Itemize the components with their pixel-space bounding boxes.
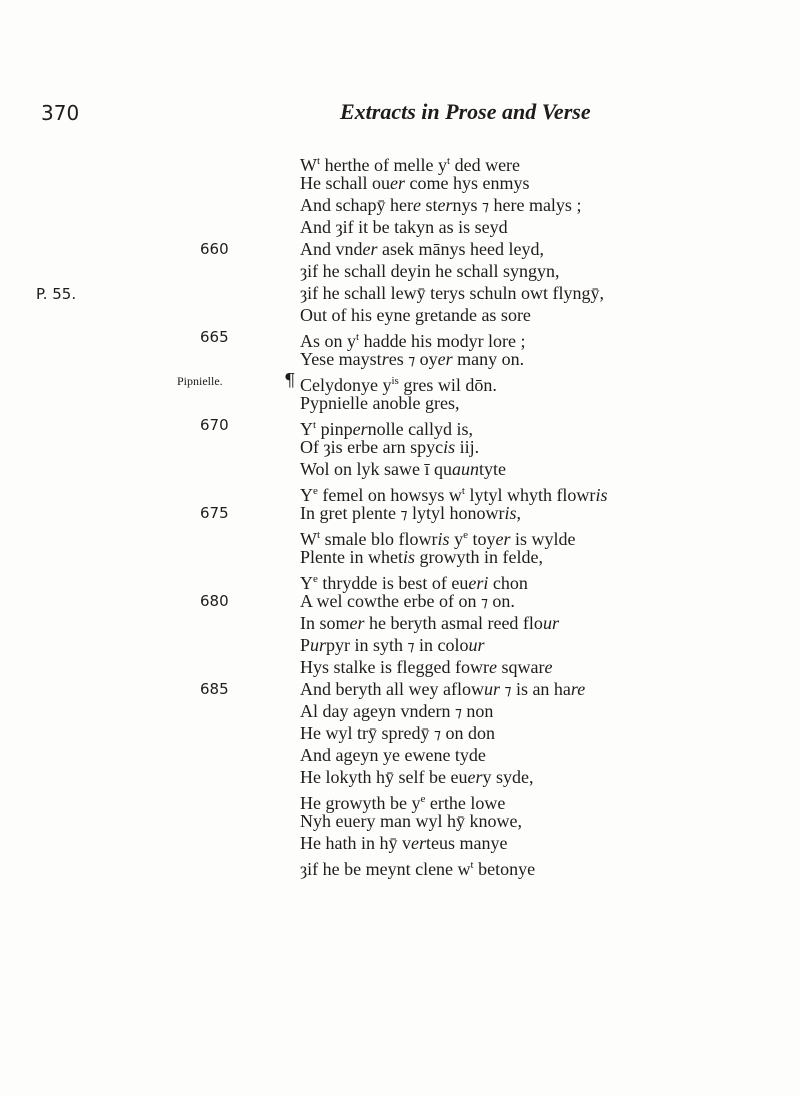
verse-segment: A wel cowthe erbe of on — [300, 591, 481, 611]
verse-segment: He growyth be y — [300, 793, 421, 813]
verse-segment: er — [410, 833, 426, 853]
verse-segment: re — [570, 679, 586, 699]
verse-segment: here malys ; — [488, 195, 582, 215]
verse-segment: oy — [415, 349, 438, 369]
verse-segment: lytyl honowr — [407, 503, 505, 523]
verse-segment: e — [313, 485, 318, 497]
verse-segment: is — [504, 503, 517, 523]
verse-segment: r — [381, 349, 389, 369]
verse-line — [300, 392, 459, 414]
line-number: 665 — [200, 328, 229, 346]
line-number: 670 — [200, 416, 229, 434]
verse-line — [300, 722, 495, 746]
verse-segment: ur — [542, 613, 559, 633]
verse-segment: er — [362, 239, 378, 259]
verse-segment: ⁊ — [480, 595, 488, 611]
verse-segment: y — [449, 529, 464, 549]
verse-segment: many on. — [452, 349, 525, 369]
verse-line — [300, 810, 522, 832]
verse-segment: lytyl whyth flowr — [464, 485, 596, 505]
verse-segment: ded were — [450, 155, 521, 175]
verse-segment: Wol on lyk sawe ī qu — [300, 459, 453, 479]
page-number: 370 — [41, 101, 80, 125]
verse-line — [300, 656, 552, 678]
verse-segment: thrydde is best of eu — [317, 573, 469, 593]
verse-segment: t — [317, 529, 321, 541]
verse-segment: Yese mayst — [300, 349, 382, 369]
verse-line — [300, 260, 560, 282]
verse-segment: e — [313, 573, 318, 585]
verse-line — [300, 590, 515, 614]
verse-segment: femel on howsys w — [317, 485, 462, 505]
verse-line — [300, 282, 604, 304]
verse-segment: W — [300, 529, 317, 549]
verse-segment: ȝif he schall deyin he schall syngyn, — [300, 261, 560, 281]
verse-segment: t — [470, 859, 474, 871]
verse-segment: e — [544, 657, 553, 677]
verse-segment: in colo — [414, 635, 469, 655]
verse-segment: ur — [468, 635, 485, 655]
verse-segment: he beryth asmal reed flo — [364, 613, 543, 633]
verse-line — [300, 436, 479, 458]
verse-line — [300, 502, 521, 526]
verse-segment: is — [402, 547, 415, 567]
verse-segment: is — [437, 529, 450, 549]
verse-segment: He lokyth hȳ self be eu — [300, 767, 468, 787]
verse-segment: Hys stalke is flegged fowr — [300, 657, 489, 677]
verse-segment: iij. — [455, 437, 480, 457]
verse-segment: nolle callyd is, — [367, 419, 474, 439]
verse-segment: growyth in felde, — [415, 547, 543, 567]
verse-line — [300, 304, 531, 326]
verse-segment: er — [389, 173, 405, 193]
verse-segment: gres wil dōn. — [398, 375, 497, 395]
verse-segment: Al day ageyn vndern — [300, 701, 455, 721]
verse-segment: es — [388, 349, 409, 369]
verse-segment: pinp — [316, 419, 353, 439]
verse-segment: e — [488, 657, 497, 677]
verse-segment: toy — [467, 529, 496, 549]
verse-segment: P — [300, 635, 311, 655]
verse-segment: t — [447, 155, 451, 167]
verse-segment: is — [391, 375, 399, 387]
verse-line — [300, 194, 581, 218]
verse-segment: In som — [300, 613, 350, 633]
verse-segment: er — [352, 419, 368, 439]
verse-line — [300, 612, 559, 634]
verse-segment: As on y — [300, 331, 357, 351]
verse-line — [300, 172, 529, 194]
verse-segment: asek mānys heed leyd, — [377, 239, 544, 259]
verse-segment: er — [437, 195, 453, 215]
verse-line — [300, 766, 533, 788]
verse-segment: t — [356, 331, 360, 343]
verse-segment: ⁊ — [454, 705, 462, 721]
margin-page-reference: P. 55. — [36, 285, 77, 303]
verse-segment: And ȝif it be takyn as is seyd — [300, 217, 508, 237]
verse-segment: Y — [300, 573, 313, 593]
verse-segment: er — [437, 349, 453, 369]
verse-segment: ⁊ — [400, 507, 408, 523]
verse-segment: t — [461, 485, 465, 497]
verse-segment: y syde, — [482, 767, 534, 787]
verse-segment: e — [420, 793, 426, 805]
verse-segment: on don — [440, 723, 495, 743]
verse-segment: nys — [452, 195, 482, 215]
verse-segment: W — [300, 155, 317, 175]
pilcrow-mark: ¶ — [284, 370, 296, 391]
verse-segment: er — [467, 767, 483, 787]
verse-segment: Out of his eyne gretande as sore — [300, 305, 531, 325]
verse-segment: ur — [483, 679, 500, 699]
verse-segment: aun — [452, 459, 480, 479]
verse-segment: And schapȳ her — [300, 195, 413, 215]
verse-segment: hadde his modyr lore ; — [359, 331, 526, 351]
verse-segment: eri — [468, 573, 489, 593]
verse-segment: non — [461, 701, 494, 721]
verse-segment: In gret plente — [300, 503, 401, 523]
verse-segment: ⁊ — [504, 683, 512, 699]
verse-line — [300, 458, 506, 480]
verse-line — [300, 744, 486, 766]
verse-segment: Celydonye y — [300, 375, 392, 395]
verse-segment: And vnd — [300, 239, 363, 259]
verse-segment: Nyh euery man wyl hȳ knowe, — [300, 811, 522, 831]
verse-segment: sqwar — [496, 657, 545, 677]
verse-line — [300, 854, 535, 880]
verse-segment: ȝif he schall lewȳ terys schuln owt flyngȳ, — [300, 283, 605, 303]
verse-segment: Of ȝis erbe arn spyc — [300, 437, 444, 457]
verse-segment: is — [443, 437, 456, 457]
verse-line — [300, 678, 585, 702]
verse-segment: tyte — [479, 459, 507, 479]
verse-segment: teus manye — [425, 833, 508, 853]
verse-segment: Y — [300, 419, 313, 439]
verse-line — [300, 700, 493, 724]
line-number: 660 — [200, 240, 229, 258]
verse-segment: st — [420, 195, 438, 215]
verse-segment: chon — [488, 573, 528, 593]
verse-segment: betonye — [473, 859, 536, 879]
verse-segment: erthe lowe — [425, 793, 506, 813]
verse-segment: ⁊ — [408, 353, 416, 369]
verse-segment: ur — [310, 635, 327, 655]
verse-segment: smale blo flowr — [320, 529, 438, 549]
verse-segment: Y — [300, 485, 313, 505]
line-number: 680 — [200, 592, 229, 610]
verse-segment: And ageyn ye ewene tyde — [300, 745, 486, 765]
verse-segment: ⁊ — [407, 639, 415, 655]
verse-segment: , — [516, 503, 521, 523]
verse-segment: e — [463, 529, 468, 541]
verse-segment: t — [313, 419, 317, 431]
verse-line — [300, 634, 485, 658]
margin-note-pipnielle: Pipnielle. — [177, 374, 223, 388]
verse-segment: on. — [487, 591, 515, 611]
verse-segment: pyr in syth — [326, 635, 408, 655]
running-title: Extracts in Prose and Verse — [340, 99, 591, 124]
verse-segment: And beryth all wey aflow — [300, 679, 484, 699]
line-number: 675 — [200, 504, 229, 522]
verse-segment: is wylde — [510, 529, 576, 549]
verse-segment: Plente in whet — [300, 547, 403, 567]
verse-segment: er — [495, 529, 511, 549]
verse-segment: ⁊ — [433, 727, 441, 743]
verse-line — [300, 546, 543, 568]
verse-line — [300, 348, 524, 372]
verse-line — [300, 238, 544, 260]
verse-segment: t — [317, 155, 321, 167]
verse-segment: herthe of melle y — [320, 155, 448, 175]
verse-segment: ȝif he be meynt clene w — [300, 859, 471, 879]
verse-segment: He hath in hȳ v — [300, 833, 411, 853]
verse-segment: ⁊ — [482, 199, 489, 215]
verse-segment: is — [595, 485, 608, 505]
verse-segment: He schall ou — [300, 173, 390, 193]
verse-line — [300, 832, 507, 854]
verse-segment: Pypnielle anoble gres, — [300, 393, 460, 413]
verse-segment: come hys enmys — [404, 173, 530, 193]
verse-segment: e — [412, 195, 421, 215]
verse-segment: is an ha — [511, 679, 571, 699]
verse-line — [300, 216, 508, 238]
line-number: 685 — [200, 680, 229, 698]
verse-segment: er — [349, 613, 365, 633]
verse-segment: He wyl trȳ spredȳ — [300, 723, 434, 743]
